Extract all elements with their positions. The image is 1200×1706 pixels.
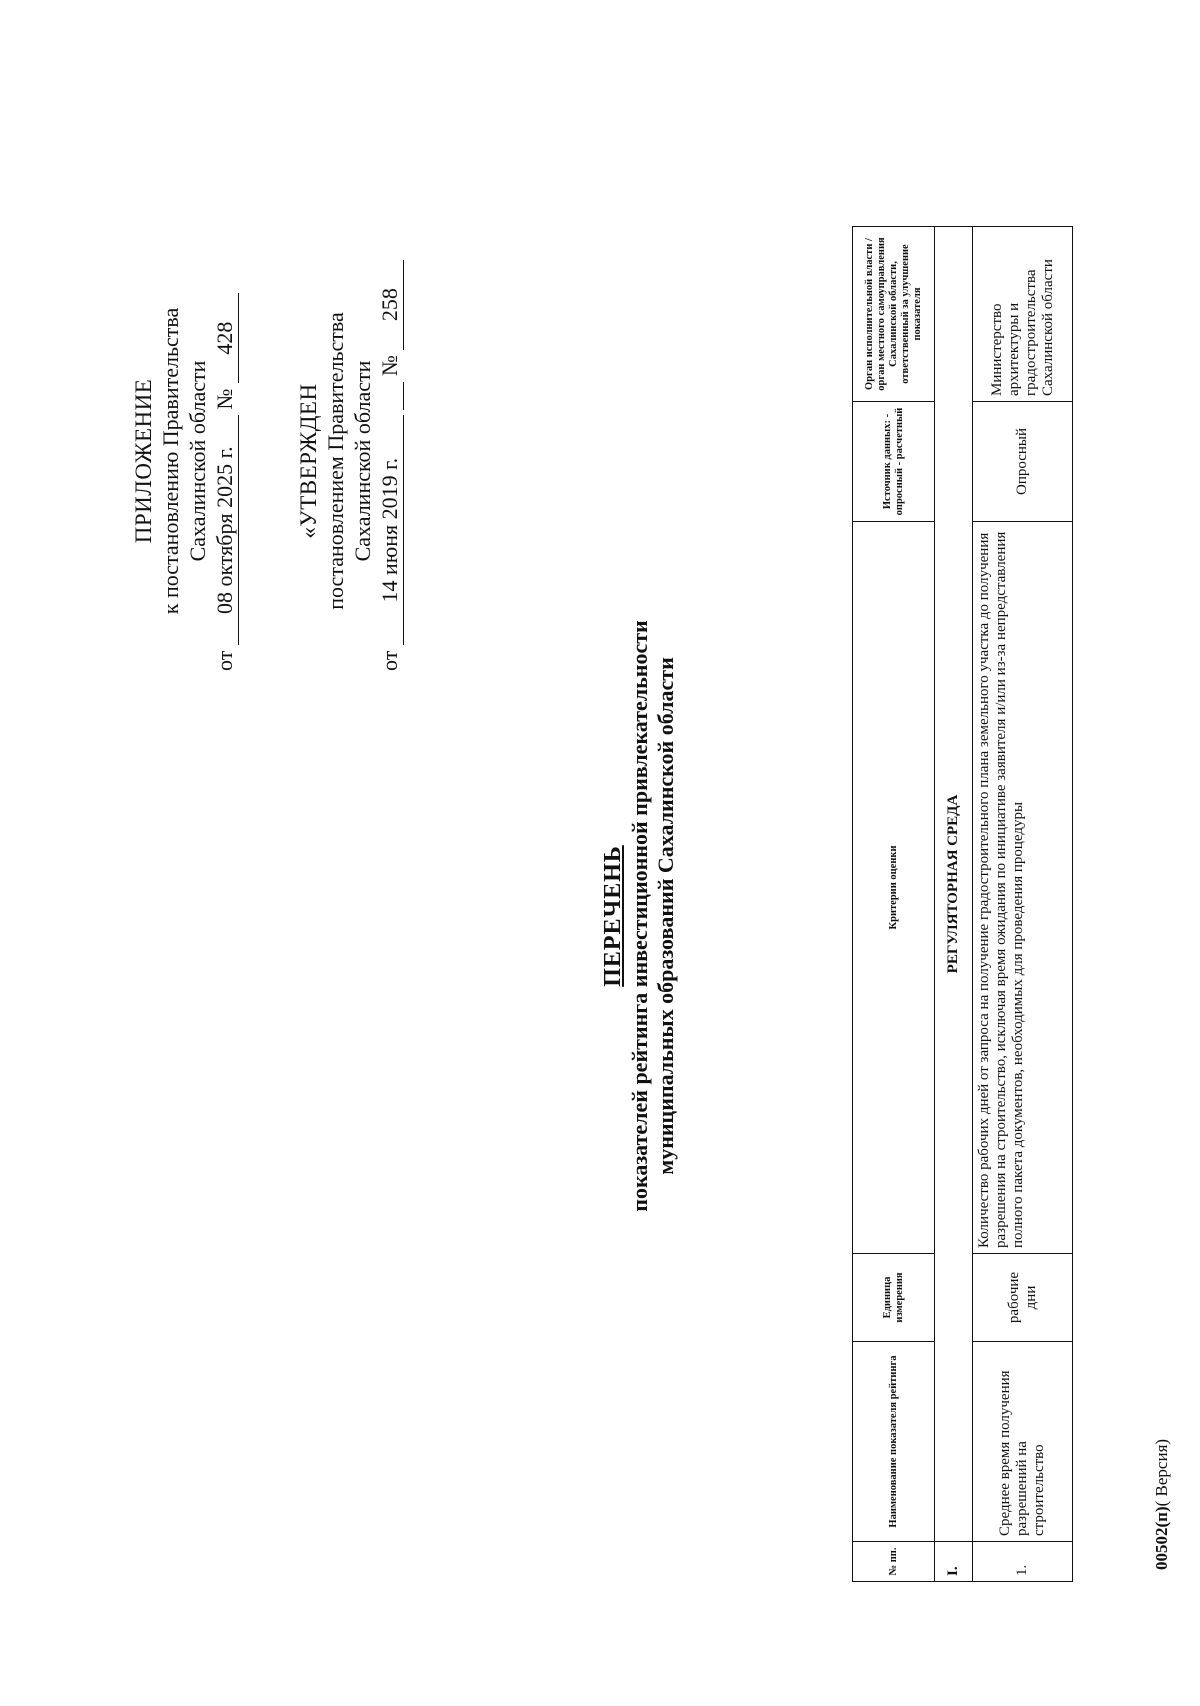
section-num: I. xyxy=(935,1542,973,1582)
row-name: Среднее время получения разрешений на строительство xyxy=(973,1342,1073,1542)
appendix-line-1: к постановлению Правительства xyxy=(158,307,183,615)
approved-line-1: постановлением Правительства xyxy=(323,312,348,610)
approved-date-trailing-line xyxy=(383,382,404,410)
appendix-from-label: от xyxy=(212,650,237,671)
title-line-1: показателей рейтинга инвестиционной привлекательности xyxy=(627,620,652,1212)
appendix-date: 08 октября 2025 г. xyxy=(211,415,239,645)
row-authority: Министерство архитектуры и градостроительства Сахалинской области xyxy=(973,227,1073,402)
approved-number: 258 xyxy=(376,260,404,350)
section-row xyxy=(935,227,973,1582)
indicators-table xyxy=(852,226,1073,1582)
approved-heading: «УТВЕРЖДЕН xyxy=(296,383,321,539)
section-title: РЕГУЛЯТОРНАЯ СРЕДА xyxy=(935,227,973,1542)
table-row xyxy=(973,227,1073,1582)
row-source: Опросный xyxy=(973,402,1073,522)
row-unit: рабочие дни xyxy=(973,1254,1073,1342)
approved-number-label: № xyxy=(377,355,402,377)
document-footer xyxy=(1152,1439,1172,1570)
header-unit: Единица измерения xyxy=(853,1254,935,1342)
approved-header xyxy=(295,251,404,671)
appendix-number: 428 xyxy=(211,293,239,383)
approved-date-row xyxy=(376,251,404,671)
header-authority: Орган исполнительной власти / орган местного самоуправления Сахалинской области, ответственный за улучшение показателя xyxy=(853,227,935,402)
row-num: 1. xyxy=(973,1542,1073,1582)
appendix-line-2: Сахалинской области xyxy=(185,360,210,562)
header-source: Источник данных: - опросный - расчетный xyxy=(853,402,935,522)
title-main: ПЕРЕЧЕНЬ xyxy=(600,845,626,987)
table-header-row xyxy=(853,227,935,1582)
header-num: № пп. xyxy=(853,1542,935,1582)
approved-date: 14 июня 2019 г. xyxy=(376,415,404,645)
header-name: Наименование показателя рейтинга xyxy=(853,1342,935,1542)
appendix-date-row xyxy=(211,251,239,671)
title-line-2: муниципальных образований Сахалинской области xyxy=(653,657,678,1175)
row-criteria: Количество рабочих дней от запроса на получение градостроительного плана земельного участка до получения разрешения на строительство, исключая время ожидания по инициативе заявителя и/или из-за непредставления полного пакета документов, необходимых для проведения процедуры xyxy=(973,522,1073,1254)
document-title xyxy=(600,466,679,1366)
footer-code: 00502(п) xyxy=(1152,1506,1171,1570)
appendix-header xyxy=(130,251,239,671)
appendix-number-label: № xyxy=(212,388,237,410)
approved-line-2: Сахалинской области xyxy=(350,360,375,562)
appendix-heading: ПРИЛОЖЕНИЕ xyxy=(131,378,156,544)
footer-version: ( Версия) xyxy=(1152,1438,1171,1507)
header-criteria: Критерии оценки xyxy=(853,522,935,1254)
approved-from-label: от xyxy=(377,650,402,671)
